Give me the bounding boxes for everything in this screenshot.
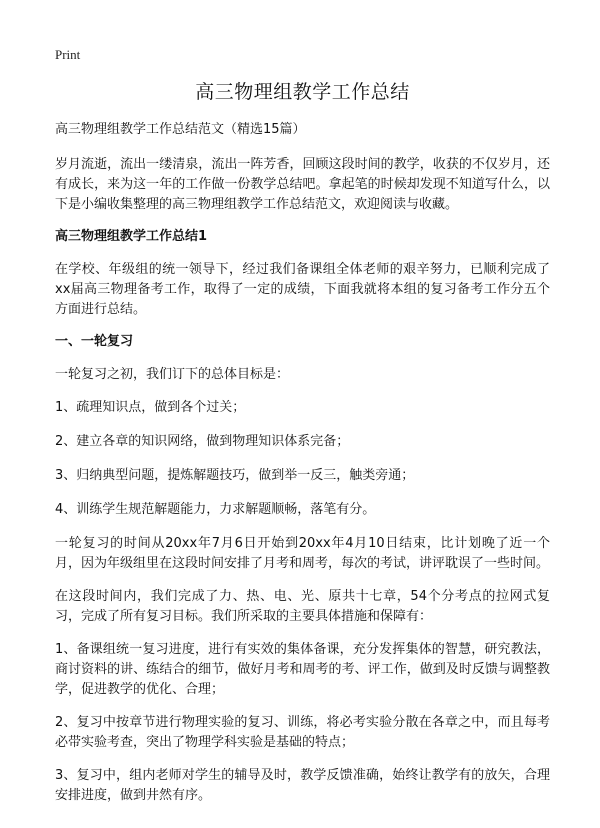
intro-paragraph: 岁月流逝，流出一缕清泉，流出一阵芳香，回顾这段时间的教学，收获的不仅岁月，还有成长，来为这一年的工作做一份教学总结吧。拿起笔的时候却发现不知道写什么，以下是小编收集整理的高三物理组教学工作总结范文，欢迎阅读与收藏。 xyxy=(55,157,550,212)
goal-item: 2、建立各章的知识网络，做到物理知识体系完备； xyxy=(55,434,350,449)
page-title: 高三物理组教学工作总结 xyxy=(195,81,410,103)
subtitle: 高三物理组教学工作总结范文（精选15篇） xyxy=(55,122,306,137)
print-link[interactable]: Print xyxy=(55,47,81,62)
part-heading: 一、一轮复习 xyxy=(55,334,134,349)
time-paragraph: 一轮复习的时间从20xx年7月6日开始到20xx年4月10日结束，比计划晚了近一个月，因为年级组里在这段时间安排了月考和周考，每次的考试，讲评耽误了一些时间。 xyxy=(55,536,550,571)
section-heading: 高三物理组教学工作总结1 xyxy=(55,229,208,244)
section-intro-paragraph: 在学校、年级组的统一领导下，经过我们备课组全体老师的艰辛努力，已顺利完成了xx届高三物理备考工作，取得了一定的成绩，下面我就将本组的复习备考工作分五个方面进行总结。 xyxy=(55,262,550,317)
goals-lead-paragraph: 一轮复习之初，我们订下的总体目标是： xyxy=(55,367,290,382)
goal-item: 4、训练学生规范解题能力，力求解题顺畅，落笔有分。 xyxy=(55,502,376,517)
measure-item: 1、备课组统一复习进度，进行有实效的集体备课，充分发挥集体的智慧，研究教法，商讨资料的讲、练结合的细节，做好月考和周考的考、评工作，做到及时反馈与调整教学，促进教学的优化、合理； xyxy=(55,642,550,697)
goal-item: 1、疏理知识点，做到各个过关； xyxy=(55,400,246,415)
measure-item: 3、复习中，组内老师对学生的辅导及时，教学反馈准确，始终让教学有的放矢，合理安排进度，做到井然有序。 xyxy=(55,768,550,803)
document-page xyxy=(55,76,550,819)
goal-item: 3、归纳典型问题，提炼解题技巧，做到举一反三，触类旁通； xyxy=(55,468,415,483)
completion-paragraph: 在这段时间内，我们完成了力、热、电、光、原共十七章，54个分考点的拉网式复习，完成了所有复习目标。我们所采取的主要具体措施和保障有： xyxy=(55,589,550,624)
measure-item: 2、复习中按章节进行物理实验的复习、训练，将必考实验分散在各章之中，而且每考必带实验考查，突出了物理学科实验是基础的特点； xyxy=(55,715,550,750)
